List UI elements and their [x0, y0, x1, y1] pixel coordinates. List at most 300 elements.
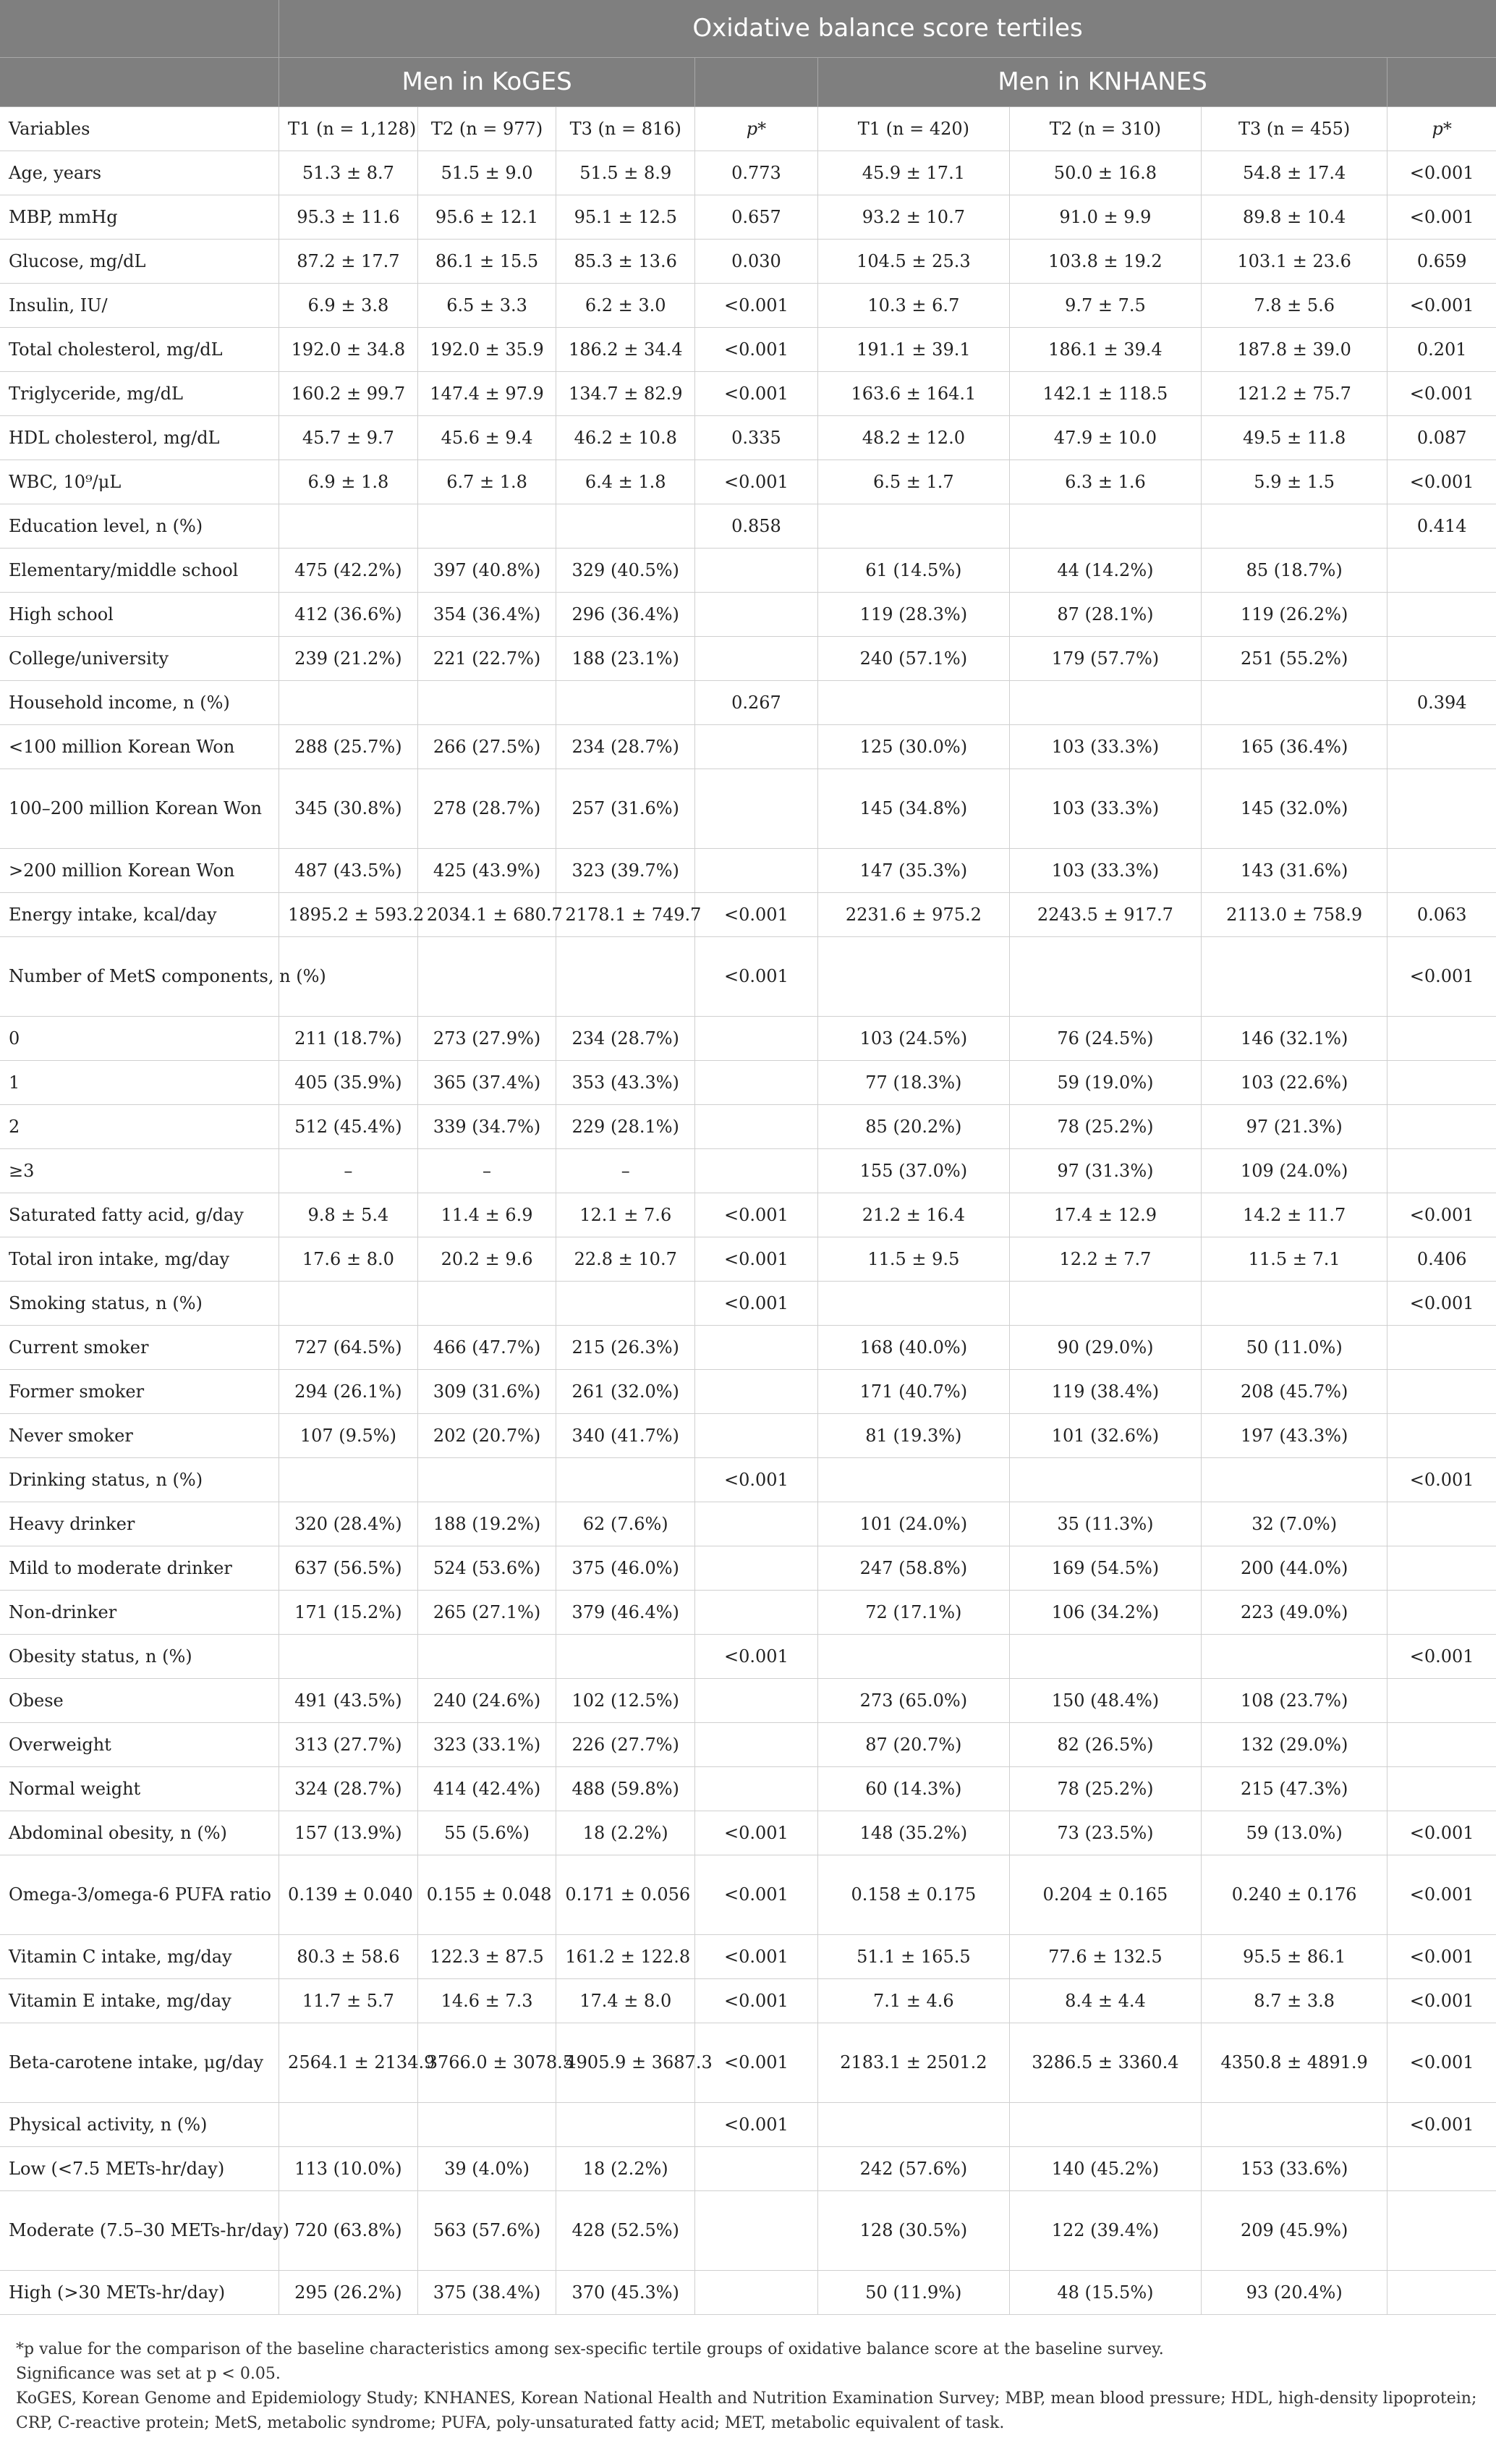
- table-row: [0, 2146, 1496, 2190]
- table-cell: <0.001: [1387, 1281, 1496, 1325]
- table-cell: 251 (55.2%): [1201, 636, 1387, 680]
- table-cell: [1387, 1325, 1496, 1369]
- table-cell: [1201, 504, 1387, 548]
- table-cell: 113 (10.0%): [279, 2146, 418, 2190]
- row-label: ≥3: [0, 1148, 279, 1193]
- table-cell: 329 (40.5%): [556, 548, 695, 592]
- table-cell: [1201, 2102, 1387, 2146]
- table-cell: 161.2 ± 122.8: [556, 1934, 695, 1978]
- table-cell: 3286.5 ± 3360.4: [1009, 2023, 1201, 2102]
- table-row: [0, 1193, 1496, 1237]
- table-row: [0, 1722, 1496, 1766]
- table-cell: [1387, 1722, 1496, 1766]
- table-row: [0, 724, 1496, 769]
- table-cell: 103 (33.3%): [1009, 724, 1201, 769]
- table-cell: [817, 1634, 1009, 1678]
- table-cell: 234 (28.7%): [556, 724, 695, 769]
- table-row: [0, 1634, 1496, 1678]
- table-cell: 720 (63.8%): [279, 2190, 418, 2270]
- table-cell: [817, 1457, 1009, 1502]
- table-cell: 229 (28.1%): [556, 1104, 695, 1148]
- table-cell: 727 (64.5%): [279, 1325, 418, 1369]
- table-row: [0, 327, 1496, 371]
- table-cell: [1009, 936, 1201, 1016]
- table-cell: 353 (43.3%): [556, 1060, 695, 1104]
- table-cell: 163.6 ± 164.1: [817, 371, 1009, 415]
- table-cell: 95.1 ± 12.5: [556, 195, 695, 239]
- table-cell: 143 (31.6%): [1201, 848, 1387, 892]
- table-row: [0, 239, 1496, 283]
- table-cell: 12.2 ± 7.7: [1009, 1237, 1201, 1281]
- group-header-koges: Men in KoGES: [279, 57, 695, 106]
- table-cell: 153 (33.6%): [1201, 2146, 1387, 2190]
- table-cell: [556, 936, 695, 1016]
- table-cell: 145 (32.0%): [1201, 769, 1387, 848]
- table-cell: 211 (18.7%): [279, 1016, 418, 1060]
- group-header-blank: [0, 57, 279, 106]
- table-cell: [817, 2102, 1009, 2146]
- table-cell: 226 (27.7%): [556, 1722, 695, 1766]
- table-cell: 87.2 ± 17.7: [279, 239, 418, 283]
- table-row: [0, 1281, 1496, 1325]
- table-cell: 186.1 ± 39.4: [1009, 327, 1201, 371]
- table-row: [0, 1413, 1496, 1457]
- table-row: [0, 415, 1496, 460]
- table-cell: 14.2 ± 11.7: [1201, 1193, 1387, 1237]
- table-cell: 134.7 ± 82.9: [556, 371, 695, 415]
- table-cell: 18 (2.2%): [556, 1811, 695, 1855]
- table-row: [0, 1148, 1496, 1193]
- column-header: Variables: [0, 106, 279, 151]
- row-label: Low (<7.5 METs-hr/day): [0, 2146, 279, 2190]
- table-cell: 512 (45.4%): [279, 1104, 418, 1148]
- table-cell: 77 (18.3%): [817, 1060, 1009, 1104]
- table-cell: [1387, 724, 1496, 769]
- table-cell: 11.5 ± 7.1: [1201, 1237, 1387, 1281]
- table-cell: [556, 1281, 695, 1325]
- table-cell: 6.9 ± 1.8: [279, 460, 418, 504]
- table-cell: 109 (24.0%): [1201, 1148, 1387, 1193]
- row-label: Omega-3/omega-6 PUFA ratio: [0, 1855, 279, 1934]
- table-row: [0, 1325, 1496, 1369]
- table-cell: [417, 1634, 556, 1678]
- table-cell: [1009, 1281, 1201, 1325]
- table-cell: 324 (28.7%): [279, 1766, 418, 1811]
- table-cell: 563 (57.6%): [417, 2190, 556, 2270]
- table-row: [0, 1590, 1496, 1634]
- group-header-blank: [1387, 57, 1496, 106]
- table-row: [0, 1502, 1496, 1546]
- table-cell: 150 (48.4%): [1009, 1678, 1201, 1722]
- table-cell: 273 (65.0%): [817, 1678, 1009, 1722]
- table-cell: 2183.1 ± 2501.2: [817, 2023, 1009, 2102]
- table-cell: 132 (29.0%): [1201, 1722, 1387, 1766]
- table-row: [0, 1934, 1496, 1978]
- table-cell: [695, 724, 818, 769]
- table-cell: 55 (5.6%): [417, 1811, 556, 1855]
- table-cell: [817, 1281, 1009, 1325]
- table-cell: [1387, 1590, 1496, 1634]
- table-cell: 11.5 ± 9.5: [817, 1237, 1009, 1281]
- table-cell: 475 (42.2%): [279, 548, 418, 592]
- row-label: Triglyceride, mg/dL: [0, 371, 279, 415]
- table-cell: 5.9 ± 1.5: [1201, 460, 1387, 504]
- table-cell: 2113.0 ± 758.9: [1201, 892, 1387, 936]
- table-row: [0, 1978, 1496, 2023]
- table-cell: 4350.8 ± 4891.9: [1201, 2023, 1387, 2102]
- table-cell: 200 (44.0%): [1201, 1546, 1387, 1590]
- table-cell: 202 (20.7%): [417, 1413, 556, 1457]
- table-cell: 85 (20.2%): [817, 1104, 1009, 1148]
- table-cell: 140 (45.2%): [1009, 2146, 1201, 2190]
- table-cell: [279, 1457, 418, 1502]
- table-cell: [695, 1325, 818, 1369]
- row-label: Age, years: [0, 151, 279, 195]
- table-cell: 266 (27.5%): [417, 724, 556, 769]
- table-cell: 487 (43.5%): [279, 848, 418, 892]
- table-cell: 95.5 ± 86.1: [1201, 1934, 1387, 1978]
- table-cell: 155 (37.0%): [817, 1148, 1009, 1193]
- table-cell: [1009, 504, 1201, 548]
- table-cell: 108 (23.7%): [1201, 1678, 1387, 1722]
- table-cell: 179 (57.7%): [1009, 636, 1201, 680]
- table-cell: [1387, 1369, 1496, 1413]
- super-header-blank: [0, 0, 279, 57]
- table-cell: [279, 1281, 418, 1325]
- table-cell: [1009, 1457, 1201, 1502]
- table-cell: 197 (43.3%): [1201, 1413, 1387, 1457]
- table-cell: <0.001: [1387, 1811, 1496, 1855]
- table-cell: 4905.9 ± 3687.3: [556, 2023, 695, 2102]
- table-cell: 45.7 ± 9.7: [279, 415, 418, 460]
- table-cell: 234 (28.7%): [556, 1016, 695, 1060]
- table-cell: <0.001: [1387, 2023, 1496, 2102]
- table-cell: 3766.0 ± 3078.5: [417, 2023, 556, 2102]
- row-label: Physical activity, n (%): [0, 2102, 279, 2146]
- table-cell: 106 (34.2%): [1009, 1590, 1201, 1634]
- table-cell: 0.240 ± 0.176: [1201, 1855, 1387, 1934]
- table-cell: [695, 548, 818, 592]
- table-cell: –: [556, 1148, 695, 1193]
- table-cell: 6.4 ± 1.8: [556, 460, 695, 504]
- table-cell: –: [417, 1148, 556, 1193]
- table-row: [0, 892, 1496, 936]
- column-header: p*: [695, 106, 818, 151]
- row-label: Moderate (7.5–30 METs-hr/day): [0, 2190, 279, 2270]
- table-row: [0, 195, 1496, 239]
- table-row: [0, 2190, 1496, 2270]
- table-cell: [1387, 2190, 1496, 2270]
- table-cell: 103.1 ± 23.6: [1201, 239, 1387, 283]
- super-header-row: [0, 0, 1496, 57]
- table-cell: 90 (29.0%): [1009, 1325, 1201, 1369]
- table-cell: <0.001: [695, 460, 818, 504]
- table-cell: [556, 504, 695, 548]
- table-cell: 0.659: [1387, 239, 1496, 283]
- table-cell: 60 (14.3%): [817, 1766, 1009, 1811]
- table-cell: [1387, 1502, 1496, 1546]
- table-cell: 103 (33.3%): [1009, 769, 1201, 848]
- table-row: [0, 1237, 1496, 1281]
- table-cell: [1387, 592, 1496, 636]
- table-cell: 188 (23.1%): [556, 636, 695, 680]
- table-cell: [556, 1457, 695, 1502]
- table-cell: 171 (40.7%): [817, 1369, 1009, 1413]
- table-cell: 0.858: [695, 504, 818, 548]
- table-cell: [695, 592, 818, 636]
- table-cell: 273 (27.9%): [417, 1016, 556, 1060]
- row-label: Vitamin C intake, mg/day: [0, 1934, 279, 1978]
- table-cell: [1387, 1148, 1496, 1193]
- table-cell: <0.001: [695, 371, 818, 415]
- table-cell: 354 (36.4%): [417, 592, 556, 636]
- table-cell: 294 (26.1%): [279, 1369, 418, 1413]
- table-cell: 320 (28.4%): [279, 1502, 418, 1546]
- table-cell: [695, 2190, 818, 2270]
- table-cell: <0.001: [695, 2023, 818, 2102]
- table-cell: 2034.1 ± 680.7: [417, 892, 556, 936]
- table-cell: [695, 636, 818, 680]
- table-cell: [695, 2270, 818, 2314]
- table-cell: 192.0 ± 35.9: [417, 327, 556, 371]
- row-label: 2: [0, 1104, 279, 1148]
- table-row: [0, 460, 1496, 504]
- table-cell: 51.3 ± 8.7: [279, 151, 418, 195]
- table-cell: 122.3 ± 87.5: [417, 1934, 556, 1978]
- table-cell: [1009, 2102, 1201, 2146]
- table-cell: <0.001: [695, 283, 818, 327]
- table-row: [0, 1457, 1496, 1502]
- row-label: Total iron intake, mg/day: [0, 1237, 279, 1281]
- table-cell: [556, 680, 695, 724]
- table-cell: [417, 1457, 556, 1502]
- table-cell: [1201, 1634, 1387, 1678]
- table-cell: 0.773: [695, 151, 818, 195]
- table-cell: 18 (2.2%): [556, 2146, 695, 2190]
- table-row: [0, 548, 1496, 592]
- table-cell: <0.001: [695, 1934, 818, 1978]
- row-label: Household income, n (%): [0, 680, 279, 724]
- table-cell: <0.001: [695, 327, 818, 371]
- table-cell: 323 (39.7%): [556, 848, 695, 892]
- table-cell: 48.2 ± 12.0: [817, 415, 1009, 460]
- table-cell: 208 (45.7%): [1201, 1369, 1387, 1413]
- table-cell: 296 (36.4%): [556, 592, 695, 636]
- table-cell: 6.9 ± 3.8: [279, 283, 418, 327]
- table-cell: 82 (26.5%): [1009, 1722, 1201, 1766]
- table-row: [0, 1811, 1496, 1855]
- table-cell: 278 (28.7%): [417, 769, 556, 848]
- table-cell: 2564.1 ± 2134.9: [279, 2023, 418, 2102]
- table-cell: <0.001: [1387, 1457, 1496, 1502]
- table-cell: [1201, 1281, 1387, 1325]
- table-cell: [695, 1546, 818, 1590]
- row-label: Insulin, IU/: [0, 283, 279, 327]
- table-cell: <0.001: [695, 1457, 818, 1502]
- table-cell: 157 (13.9%): [279, 1811, 418, 1855]
- table-cell: 97 (21.3%): [1201, 1104, 1387, 1148]
- table-row: [0, 1016, 1496, 1060]
- table-cell: 51.1 ± 165.5: [817, 1934, 1009, 1978]
- row-label: Overweight: [0, 1722, 279, 1766]
- column-header: T3 (n = 455): [1201, 106, 1387, 151]
- table-cell: 2243.5 ± 917.7: [1009, 892, 1201, 936]
- table-cell: 48 (15.5%): [1009, 2270, 1201, 2314]
- table-cell: [417, 680, 556, 724]
- table-cell: [417, 504, 556, 548]
- table-cell: [695, 1766, 818, 1811]
- table-cell: <0.001: [1387, 460, 1496, 504]
- table-cell: [695, 1148, 818, 1193]
- table-cell: 103 (24.5%): [817, 1016, 1009, 1060]
- table-cell: 44 (14.2%): [1009, 548, 1201, 592]
- row-label: Total cholesterol, mg/dL: [0, 327, 279, 371]
- table-cell: 78 (25.2%): [1009, 1766, 1201, 1811]
- table-cell: [817, 504, 1009, 548]
- row-label: Never smoker: [0, 1413, 279, 1457]
- table-cell: 0.204 ± 0.165: [1009, 1855, 1201, 1934]
- table-row: [0, 1855, 1496, 1934]
- table-row: [0, 2270, 1496, 2314]
- table-cell: 191.1 ± 39.1: [817, 327, 1009, 371]
- row-label: Non-drinker: [0, 1590, 279, 1634]
- row-label: Current smoker: [0, 1325, 279, 1369]
- row-label: 100–200 million Korean Won: [0, 769, 279, 848]
- table-cell: 119 (28.3%): [817, 592, 1009, 636]
- table-cell: <0.001: [695, 1281, 818, 1325]
- table-row: [0, 680, 1496, 724]
- table-cell: 2231.6 ± 975.2: [817, 892, 1009, 936]
- table-cell: 0.406: [1387, 1237, 1496, 1281]
- table-cell: [1387, 848, 1496, 892]
- row-label: Obese: [0, 1678, 279, 1722]
- table-cell: [279, 680, 418, 724]
- table-cell: [695, 1104, 818, 1148]
- table-cell: 0.394: [1387, 680, 1496, 724]
- table-cell: 0.155 ± 0.048: [417, 1855, 556, 1934]
- table-row: [0, 1678, 1496, 1722]
- table-cell: 14.6 ± 7.3: [417, 1978, 556, 2023]
- column-header: T2 (n = 310): [1009, 106, 1201, 151]
- table-cell: 32 (7.0%): [1201, 1502, 1387, 1546]
- table-cell: 6.7 ± 1.8: [417, 460, 556, 504]
- footnote: Significance was set at p < 0.05.: [16, 2365, 281, 2383]
- table-row: [0, 2023, 1496, 2102]
- table-cell: <0.001: [695, 936, 818, 1016]
- table-cell: 45.9 ± 17.1: [817, 151, 1009, 195]
- table-cell: 95.3 ± 11.6: [279, 195, 418, 239]
- table-cell: [695, 1016, 818, 1060]
- table-cell: 50 (11.9%): [817, 2270, 1009, 2314]
- table-cell: –: [279, 1148, 418, 1193]
- table-cell: 160.2 ± 99.7: [279, 371, 418, 415]
- table-cell: 142.1 ± 118.5: [1009, 371, 1201, 415]
- table-cell: <0.001: [695, 1811, 818, 1855]
- table-cell: <0.001: [1387, 1978, 1496, 2023]
- table-cell: 428 (52.5%): [556, 2190, 695, 2270]
- table-cell: [1387, 2146, 1496, 2190]
- table-cell: [695, 1590, 818, 1634]
- table-cell: [1009, 1634, 1201, 1678]
- table-cell: 146 (32.1%): [1201, 1016, 1387, 1060]
- table-row: [0, 2102, 1496, 2146]
- table-cell: 239 (21.2%): [279, 636, 418, 680]
- table-cell: <0.001: [1387, 2102, 1496, 2146]
- table-cell: [1387, 1104, 1496, 1148]
- table-cell: <0.001: [1387, 283, 1496, 327]
- table-cell: 11.4 ± 6.9: [417, 1193, 556, 1237]
- row-label: Saturated fatty acid, g/day: [0, 1193, 279, 1237]
- table-cell: [556, 2102, 695, 2146]
- row-label: Energy intake, kcal/day: [0, 892, 279, 936]
- table-cell: [1201, 936, 1387, 1016]
- column-header: T1 (n = 1,128): [279, 106, 418, 151]
- table-cell: 85 (18.7%): [1201, 548, 1387, 592]
- table-cell: 125 (30.0%): [817, 724, 1009, 769]
- table-cell: 121.2 ± 75.7: [1201, 371, 1387, 415]
- table-cell: 0.267: [695, 680, 818, 724]
- row-label: >200 million Korean Won: [0, 848, 279, 892]
- table-cell: 87 (28.1%): [1009, 592, 1201, 636]
- table-cell: [1387, 769, 1496, 848]
- table-cell: 17.6 ± 8.0: [279, 1237, 418, 1281]
- table-cell: 46.2 ± 10.8: [556, 415, 695, 460]
- table-cell: 242 (57.6%): [817, 2146, 1009, 2190]
- column-header: T3 (n = 816): [556, 106, 695, 151]
- table-cell: 0.201: [1387, 327, 1496, 371]
- table-cell: 73 (23.5%): [1009, 1811, 1201, 1855]
- row-label: Abdominal obesity, n (%): [0, 1811, 279, 1855]
- table-cell: 188 (19.2%): [417, 1502, 556, 1546]
- table-row: [0, 504, 1496, 548]
- table-cell: 0.139 ± 0.040: [279, 1855, 418, 1934]
- column-header: T1 (n = 420): [817, 106, 1009, 151]
- table-cell: 491 (43.5%): [279, 1678, 418, 1722]
- table-cell: [279, 2102, 418, 2146]
- table-cell: 51.5 ± 8.9: [556, 151, 695, 195]
- table-cell: 6.5 ± 1.7: [817, 460, 1009, 504]
- table-cell: 0.414: [1387, 504, 1496, 548]
- table-cell: [1387, 1766, 1496, 1811]
- row-label: Former smoker: [0, 1369, 279, 1413]
- table-cell: 209 (45.9%): [1201, 2190, 1387, 2270]
- group-header-blank: [695, 57, 818, 106]
- row-label: Obesity status, n (%): [0, 1634, 279, 1678]
- table-cell: 0.657: [695, 195, 818, 239]
- table-cell: 186.2 ± 34.4: [556, 327, 695, 371]
- table-cell: [417, 1281, 556, 1325]
- table-cell: 192.0 ± 34.8: [279, 327, 418, 371]
- table-cell: <0.001: [695, 892, 818, 936]
- table-cell: 0.171 ± 0.056: [556, 1855, 695, 1934]
- table-cell: 147.4 ± 97.9: [417, 371, 556, 415]
- row-label: 1: [0, 1060, 279, 1104]
- table-cell: 12.1 ± 7.6: [556, 1193, 695, 1237]
- table-cell: 8.4 ± 4.4: [1009, 1978, 1201, 2023]
- table-row: [0, 1104, 1496, 1148]
- footnote: KoGES, Korean Genome and Epidemiology Study; KNHANES, Korean National Health and Nutrition Examination Survey; MBP, mean blood pressure; HDL, high-density lipoprotein; CRP, C-reactive protein; MetS, metabolic syndrome; PUFA, poly-unsaturated fatty acid; MET, metabolic equivalent of task.: [16, 2389, 1477, 2432]
- table-cell: 215 (26.3%): [556, 1325, 695, 1369]
- table-cell: 379 (46.4%): [556, 1590, 695, 1634]
- table-row: [0, 1546, 1496, 1590]
- row-label: <100 million Korean Won: [0, 724, 279, 769]
- table-cell: 39 (4.0%): [417, 2146, 556, 2190]
- table-cell: 10.3 ± 6.7: [817, 283, 1009, 327]
- table-cell: [817, 680, 1009, 724]
- row-label: Vitamin E intake, mg/day: [0, 1978, 279, 2023]
- table-cell: 85.3 ± 13.6: [556, 239, 695, 283]
- table-cell: 95.6 ± 12.1: [417, 195, 556, 239]
